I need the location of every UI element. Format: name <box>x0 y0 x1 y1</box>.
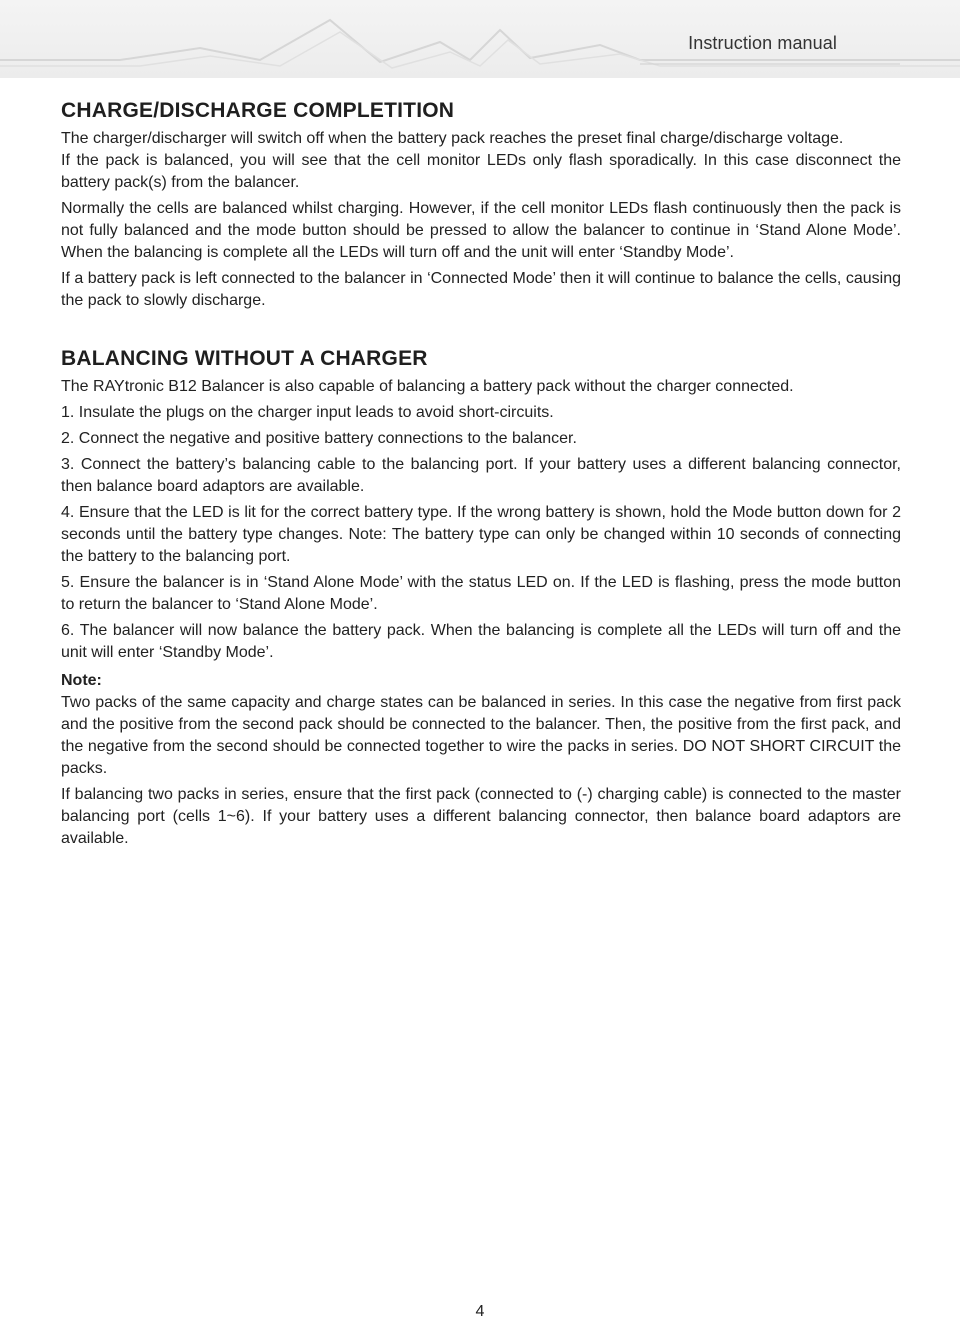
note-paragraph: If balancing two packs in series, ensure that the first pack (connected to (-) charging cable) is connected to the master balancing port (cells 1~6). If your battery uses a different balancing connector, then balance board adaptors are available. <box>61 786 901 847</box>
paragraph: If the pack is balanced, you will see that the cell monitor LEDs only flash sporadically. In this case disconnect the battery pack(s) from the balancer. <box>61 152 901 191</box>
section-heading-charge-discharge: CHARGE/DISCHARGE COMPLETITION <box>61 99 455 122</box>
paragraph: If a battery pack is left connected to the balancer in ‘Connected Mode’ then it will continue to balance the cells, causing the pack to slowly discharge. <box>61 270 901 309</box>
section-heading-balancing: BALANCING WITHOUT A CHARGER <box>61 347 428 370</box>
step-item: 4. Ensure that the LED is lit for the correct battery type. If the wrong battery is shown, hold the Mode button down for 2 seconds until the battery type changes. Note: The battery type can only be changed within 10 seconds of connecting the battery to the balancing port. <box>61 504 901 565</box>
step-item: 1. Insulate the plugs on the charger input leads to avoid short-circuits. <box>61 404 554 421</box>
paragraph: The charger/discharger will switch off when the battery pack reaches the preset final charge/discharge voltage. <box>61 130 844 147</box>
note-label: Note: <box>61 672 102 689</box>
document-content <box>61 98 901 850</box>
header-band <box>0 0 960 78</box>
step-item: 2. Connect the negative and positive battery connections to the balancer. <box>61 430 577 447</box>
note-paragraph: Two packs of the same capacity and charge states can be balanced in series. In this case the negative from first pack and the positive from the second pack should be connected to the balancer. Then, the positive from the first pack, and the negative from the second should be connected together to wire the packs in series. DO NOT SHORT CIRCUIT the packs. <box>61 694 901 777</box>
step-item: 6. The balancer will now balance the battery pack. When the balancing is complete all the LEDs will turn off and the unit will enter ‘Standby Mode’. <box>61 622 901 661</box>
step-item: 3. Connect the battery’s balancing cable to the balancing port. If your battery uses a different balancing connector, then balance board adaptors are available. <box>61 456 901 495</box>
paragraph: Normally the cells are balanced whilst charging. However, if the cell monitor LEDs flash continuously then the pack is not fully balanced and the mode button should be pressed to allow the balancer to continue in ‘Stand Alone Mode’. When the balancing is complete all the LEDs will turn off and the unit will enter ‘Standby Mode’. <box>61 200 901 261</box>
paragraph: The RAYtronic B12 Balancer is also capable of balancing a battery pack without the charger connected. <box>61 378 794 395</box>
page-number: 4 <box>475 1303 485 1320</box>
step-item: 5. Ensure the balancer is in ‘Stand Alone Mode’ with the status LED on. If the LED is flashing, press the mode button to return the balancer to ‘Stand Alone Mode’. <box>61 574 901 613</box>
header-title: Instruction manual <box>688 33 837 53</box>
